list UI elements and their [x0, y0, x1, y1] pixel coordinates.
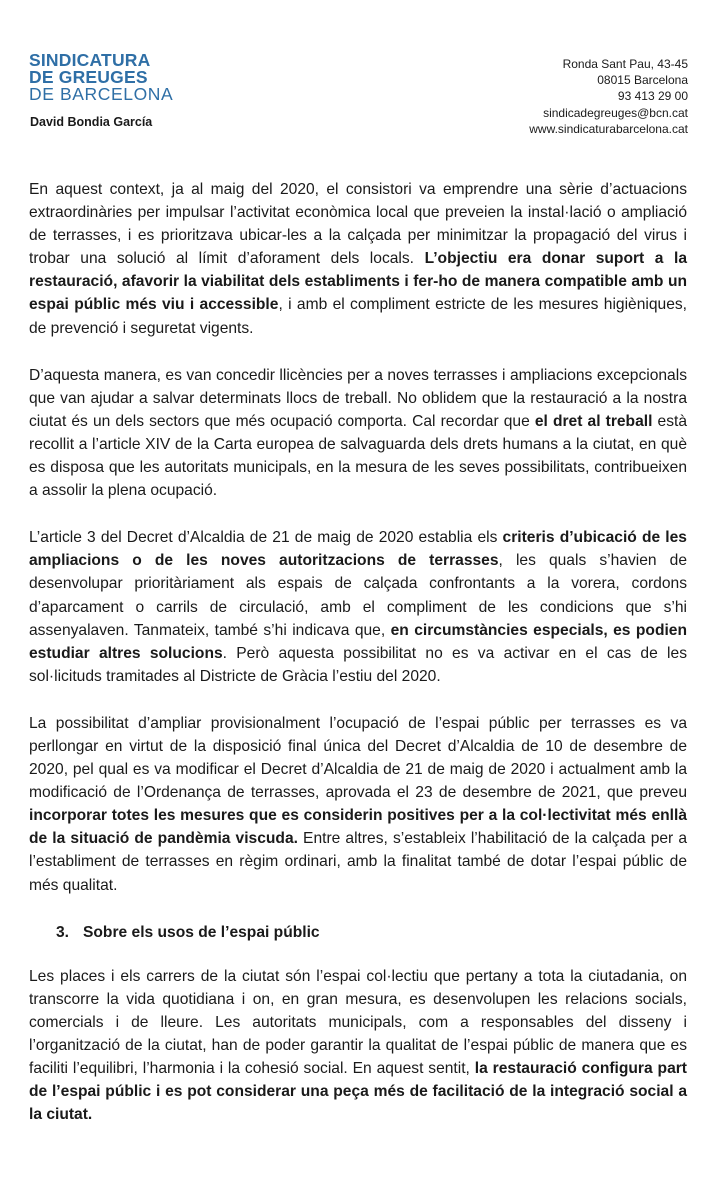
sindicatura-logo — [29, 52, 229, 103]
paragraph-3-text-2: , les quals s’havien de desenvolupar prioritàriament als espais de calçada confrontants a la vorera, cordons d’aparcament o carrils de circulació, amb el compliment de les condicions que s’hi assenyalaven. Tanmateix, també s’hi indicava que, — [29, 552, 687, 639]
address-street: Ronda Sant Pau, 43-45 — [562, 57, 688, 71]
document-body — [29, 178, 687, 1150]
logo-line-3: DE BARCELONA — [29, 84, 174, 104]
paragraph-3-bold-2: en circumstàncies especials, es podien estudiar altres solucions — [29, 621, 687, 662]
paragraph-5-bold-1: la restauració configura part de l’espai públic i es pot considerar una peça més de facilitació de la integració social a la ciutat. — [29, 1060, 687, 1124]
logo-line-1: SINDICATURA — [29, 50, 151, 70]
address-website: www.sindicaturabarcelona.cat — [529, 121, 688, 136]
body-paragraph-3 — [29, 526, 687, 688]
paragraph-3-text-1: L’article 3 del Decret d’Alcaldia de 21 de maig de 2020 establia els — [29, 529, 503, 547]
signatory-name: David Bondia García — [30, 115, 153, 129]
address-email: sindicadegreuges@bcn.cat — [543, 105, 688, 120]
paragraph-4-bold-1: incorporar totes les mesures que es considerin positives per a la col·lectivitat més enllà de la situació de pandèmia viscuda. — [29, 807, 687, 848]
paragraph-4-text-2: Entre altres, s’estableix l’habilitació de la calçada per a l’establiment de terrasses en règim ordinari, amb la finalitat també de dotar l’espai públic de més qualitat. — [29, 830, 687, 894]
body-paragraph-5 — [29, 965, 687, 1127]
section-heading — [29, 921, 687, 944]
logo-line-2: DE GREUGES — [29, 67, 148, 87]
paragraph-2-text-2: està recollit a l’article XIV de la Carta europea de salvaguarda dels drets humans a la ciutat, en què es disposa que les autoritats municipals, en la mesura de les seves possibilitats, contribueixen a assolir la plena ocupació. — [29, 412, 688, 500]
address-phone: 93 413 29 00 — [617, 89, 688, 104]
section-number: 3. — [56, 923, 70, 941]
paragraph-1-bold-1: L’objectiu era donar suport a la restauració, afavorir la viabilitat dels establiments i fer-ho de manera compatible amb un espai públic més viu i accessible — [29, 250, 687, 314]
paragraph-3-bold-1: criteris d’ubicació de les ampliacions o de les noves autoritzacions de terrasses — [29, 529, 687, 570]
paragraph-3-text-3: . Però aquesta possibilitat no es va activar en el cas de les sol·licituds tramitades al Districte de Gràcia l’estiu del 2020. — [29, 644, 687, 685]
paragraph-2-text-1: D’aquesta manera, es van concedir llicències per a noves terrasses i ampliacions excepcionals que van ajudar a salvar determinats llocs de treball. No oblidem que la restauració a la nostra ciutat és un dels sectors que més ocupació comporta. Cal recordar que — [29, 366, 687, 430]
paragraph-4-text-1: La possibilitat d’ampliar provisionalment l’ocupació de l’espai públic per terrasses es va perllongar en virtut de la disposició final única del Decret d’Alcaldia de 10 de desembre de 2020, pel qual es va modificar el Decret d’Alcaldia de 21 de maig de 2020 i actualment amb la modificació de l’Ordenança de terrasses, aprovada el 23 de desembre de 2021, que preveu — [29, 714, 687, 802]
paragraph-1-text-2: , i amb el compliment estricte de les mesures higièniques, de prevenció i seguretat vigents. — [29, 296, 687, 337]
section-title: Sobre els usos de l’espai públic — [83, 923, 320, 941]
paragraph-2-bold-1: el dret al treball — [534, 412, 653, 430]
body-paragraph-4 — [29, 712, 687, 897]
paragraph-1-text-1: En aquest context, ja al maig del 2020, el consistori va emprendre una sèrie d’actuacions extraordinàries per impulsar l’activitat econòmica local que preveien la instal·lació o ampliació de terrasses, i es prioritzava ubicar-les a la calçada per minimitzar la propagació del virus i trobar una solució al límit d’aforament dels locals. — [29, 181, 687, 268]
address-city: 08015 Barcelona — [597, 73, 688, 88]
body-paragraph-1 — [29, 178, 687, 340]
contact-address-block — [388, 56, 688, 137]
body-paragraph-2 — [29, 364, 687, 503]
paragraph-5-text-1: Les places i els carrers de la ciutat són l’espai col·lectiu que pertany a tota la ciutadania, on transcorre la vida quotidiana i on, en gran mesura, es desenvolupen les relacions socials, comercials i de lleure. Les autoritats municipals, com a responsables del disseny i l’organització de la ciutat, han de poder garantir la qualitat de l’espai públic de manera que es faciliti l’equilibri, l’harmonia i la cohesió social. En aquest sentit, — [29, 967, 687, 1078]
